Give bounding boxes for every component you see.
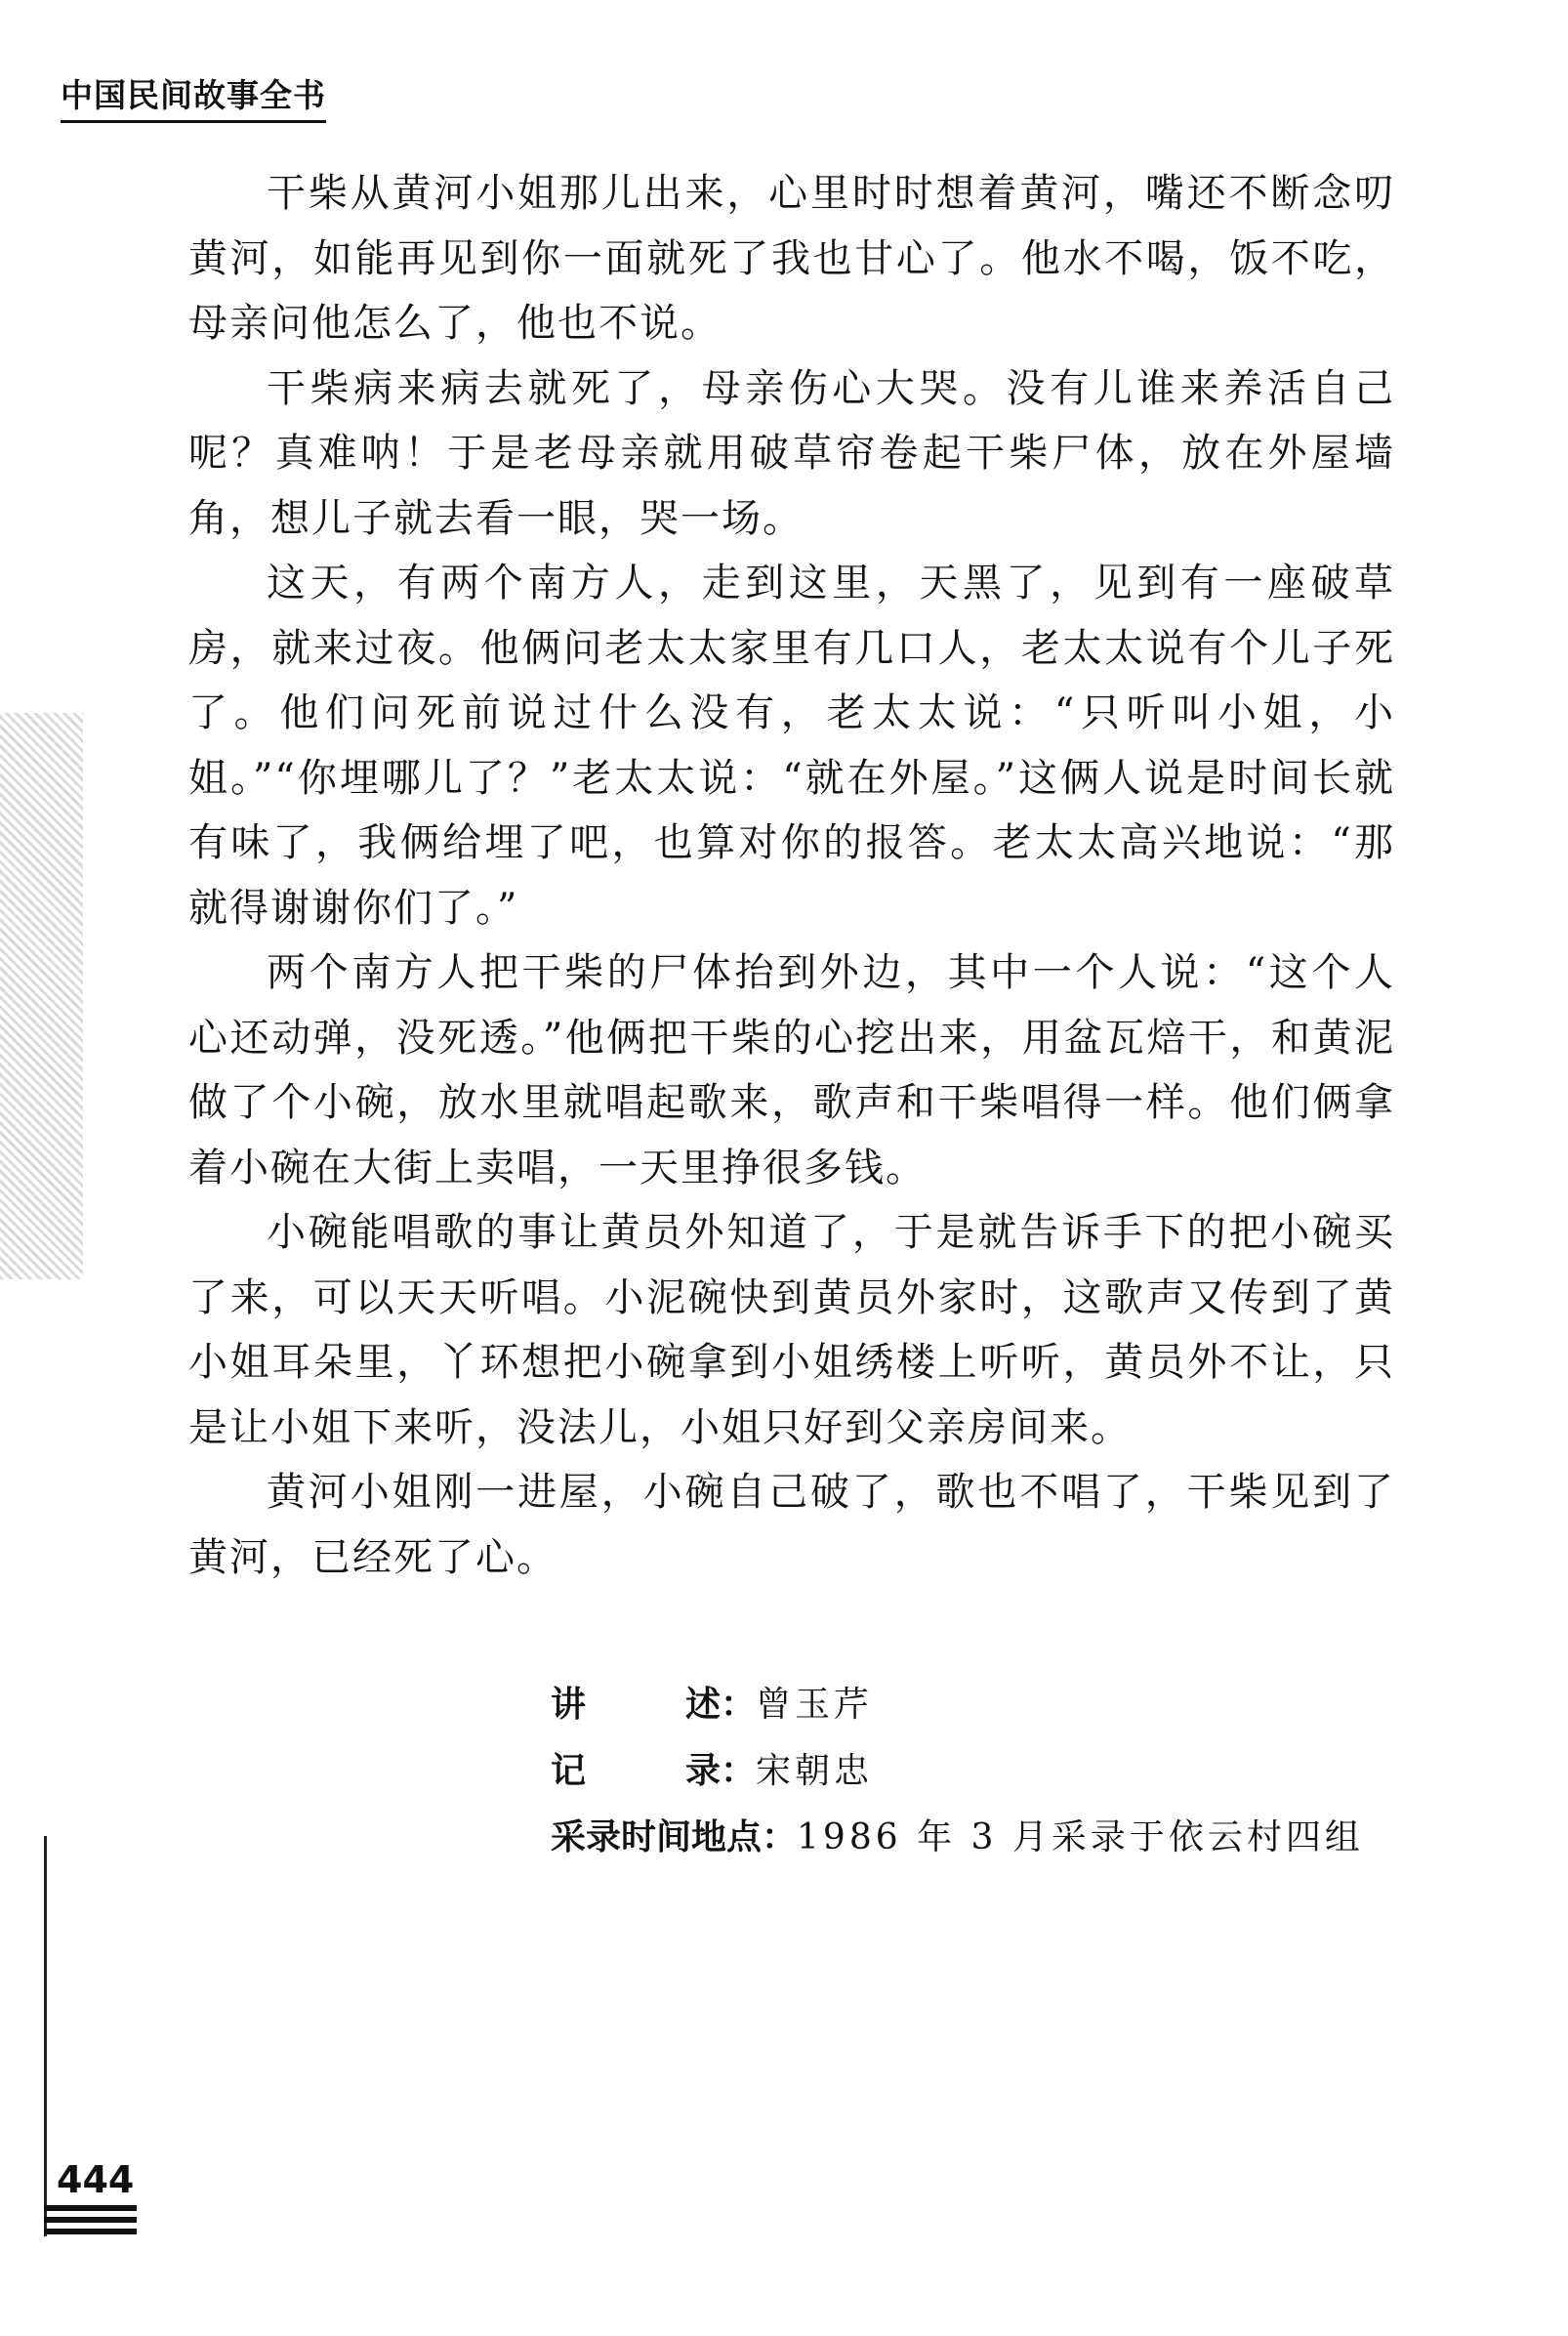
narrator-row xyxy=(551,1672,1364,1738)
credits xyxy=(551,1672,1364,1871)
story-body xyxy=(188,161,1395,1590)
narrator-label xyxy=(551,1672,756,1738)
narrator-label-part: 讲 xyxy=(551,1685,587,1725)
footer-bar xyxy=(44,2217,137,2223)
side-decoration xyxy=(0,713,83,1279)
paragraph: 这天，有两个南方人，走到这里，天黑了，见到有一座破草房，就来过夜。他俩问老太太家里有几口人，老太太说有个儿子死了。他们问死前说过什么没有，老太太说：“只听叫小姐，小姐。”“你埋哪儿了？”老太太说：“就在外屋。”这俩人说是时间长就有味了，我俩给埋了吧，也算对你的报答。老太太高兴地说：“那就得谢谢你们了。” xyxy=(188,561,1395,931)
footer-bar xyxy=(44,2205,137,2211)
running-header: 中国民间故事全书 xyxy=(61,70,326,123)
recorder-label-part: 记 xyxy=(551,1751,587,1791)
recorder-name: 宋朝忠 xyxy=(756,1751,874,1791)
time-place-value: 1986 年 3 月采录于依云村四组 xyxy=(797,1817,1364,1857)
time-place-row xyxy=(551,1805,1364,1871)
footer-bar xyxy=(44,2229,137,2234)
paragraph: 小碗能唱歌的事让黄员外知道了，于是就告诉手下的把小碗买了来，可以天天听唱。小泥碗快到黄员外家时，这歌声又传到了黄小姐耳朵里，丫环想把小碗拿到小姐绣楼上听听，黄员外不让，只是让小姐下来听，没法儿，小姐只好到父亲房间来。 xyxy=(188,1210,1395,1450)
paragraph: 干柴从黄河小姐那儿出来，心里时时想着黄河，嘴还不断念叨黄河，如能再见到你一面就死了我也甘心了。他水不喝，饭不吃，母亲问他怎么了，他也不说。 xyxy=(188,171,1395,346)
recorder-label xyxy=(551,1738,756,1805)
narrator-name: 曾玉芹 xyxy=(756,1685,874,1725)
page-number: 444 xyxy=(57,2158,135,2201)
paragraph: 干柴病来病去就死了，母亲伤心大哭。没有儿谁来养活自己呢？真难呐！于是老母亲就用破草帘卷起干柴尸体，放在外屋墙角，想儿子就去看一眼，哭一场。 xyxy=(188,365,1395,541)
paragraph: 黄河小姐刚一进屋，小碗自己破了，歌也不唱了，干柴见到了黄河，已经死了心。 xyxy=(188,1470,1395,1580)
narrator-label-part: 述： xyxy=(684,1685,756,1725)
recorder-row xyxy=(551,1738,1364,1805)
margin-rule xyxy=(44,1836,47,2236)
recorder-label-part: 录： xyxy=(684,1751,756,1791)
paragraph: 两个南方人把干柴的尸体抬到外边，其中一个人说：“这个人心还动弹，没死透。”他俩把干柴的心挖出来，用盆瓦焙干，和黄泥做了个小碗，放水里就唱起歌来，歌声和干柴唱得一样。他们俩拿着小碗在大街上卖唱，一天里挣很多钱。 xyxy=(188,950,1395,1190)
time-place-label: 采录时间地点： xyxy=(551,1817,798,1857)
